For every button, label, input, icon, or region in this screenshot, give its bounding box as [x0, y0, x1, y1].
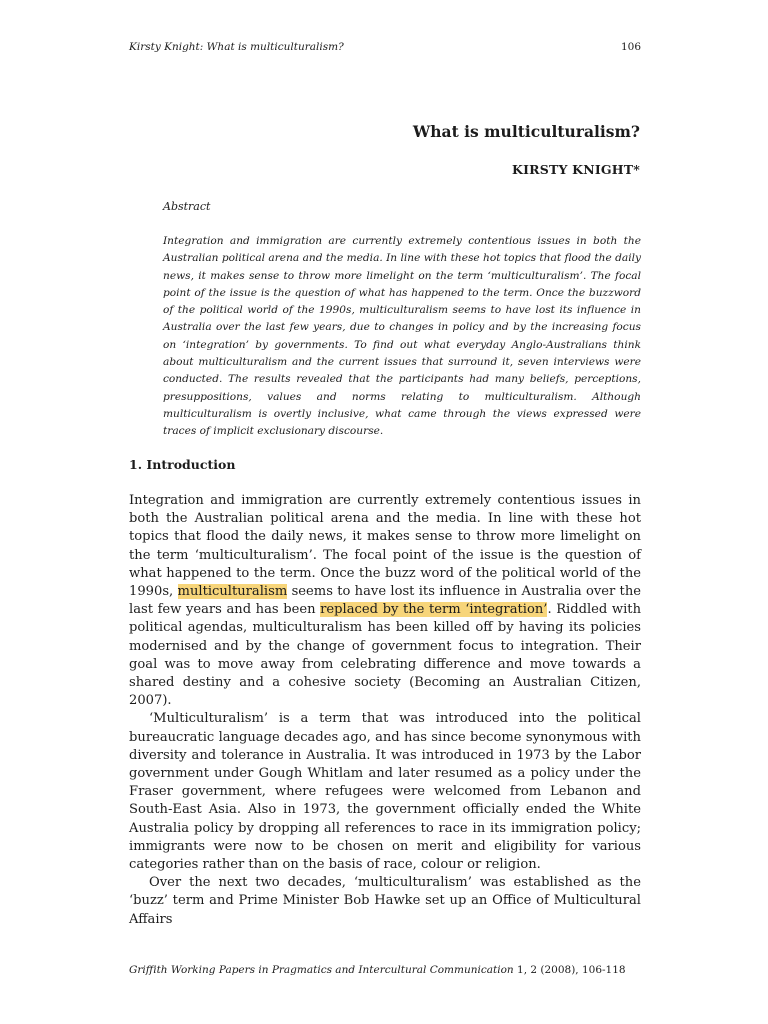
abstract-heading: Abstract	[163, 200, 211, 213]
running-header	[129, 41, 641, 59]
article-title: What is multiculturalism?	[412, 122, 640, 141]
paragraph-1	[129, 492, 641, 710]
article-author: KIRSTY KNIGHT*	[512, 162, 640, 177]
highlight-multiculturalism[interactable]: multiculturalism	[177, 584, 288, 600]
running-header-title: Kirsty Knight: What is multiculturalism?	[129, 41, 344, 53]
section-heading-introduction: 1. Introduction	[129, 457, 236, 472]
footer-citation: 1, 2 (2008), 106-118	[513, 964, 626, 976]
paragraph-3: Over the next two decades, ‘multiculturalism’ was established as the ‘buzz’ term and Prime Minister Bob Hawke set up an Office of Multicultural Affairs	[129, 875, 641, 927]
paragraph-1-text-a: Integration and immigration are currently extremely contentious issues in both the Australian political arena and the media. In line with these hot topics that flood the daily news, it makes sense to throw more limelight on the term ‘multiculturalism’. The focal point of the issue is the question of what happened to the term. Once the buzz word of the political world of the 1990s,	[129, 493, 641, 600]
page-number: 106	[620, 41, 641, 53]
highlight-replaced-by-integration[interactable]: replaced by the term ‘integration’	[320, 602, 548, 618]
journal-footer	[129, 964, 626, 976]
body-text	[129, 492, 641, 929]
paragraph-2: ‘Multiculturalism’ is a term that was introduced into the political bureaucratic language decades ago, and has since become synonymous with diversity and tolerance in Australia. It was introduced in 1973 by the Labor government under Gough Whitlam and later resumed as a policy under the Fraser government, where refugees were welcomed from Lebanon and South-East Asia. Also in 1973, the government officially ended the White Australia policy by dropping all references to race in its immigration policy; immigrants were now to be chosen on merit and eligibility for various categories rather than on the basis of race, colour or religion.	[129, 711, 641, 873]
abstract-text: Integration and immigration are currently extremely contentious issues in both the Australian political arena and the media. In line with these hot topics that flood the daily news, it makes sense to throw more limelight on the term ‘multiculturalism’. The focal point of the issue is the question of what has happened to the term. Once the buzzword of the political world of the 1990s, multiculturalism seems to have lost its influence in Australia over the last few years, due to changes in policy and by the increasing focus on ‘integration’ by governments. To find out what everyday Anglo-Australians think about multiculturalism and the current issues that surround it, seven interviews were conducted. The results revealed that the participants had many beliefs, perceptions, presuppositions, values and norms relating to multiculturalism. Although multiculturalism is overtly inclusive, what came through the views expressed were traces of implicit exclusionary discourse.	[163, 235, 641, 438]
footer-journal-name: Griffith Working Papers in Pragmatics and Intercultural Communication	[129, 964, 514, 976]
paragraph-1-text-c: . Riddled with political agendas, multiculturalism has been killed off by having its policies modernised and by the change of government focus to integration. Their goal was to move away from celebrating difference and move towards a shared destiny and a cohesive society (Becoming an Australian Citizen, 2007).	[129, 602, 641, 709]
paragraph-1-text-b: seems to have lost its influence in Australia over the last few years and has been	[129, 584, 642, 618]
